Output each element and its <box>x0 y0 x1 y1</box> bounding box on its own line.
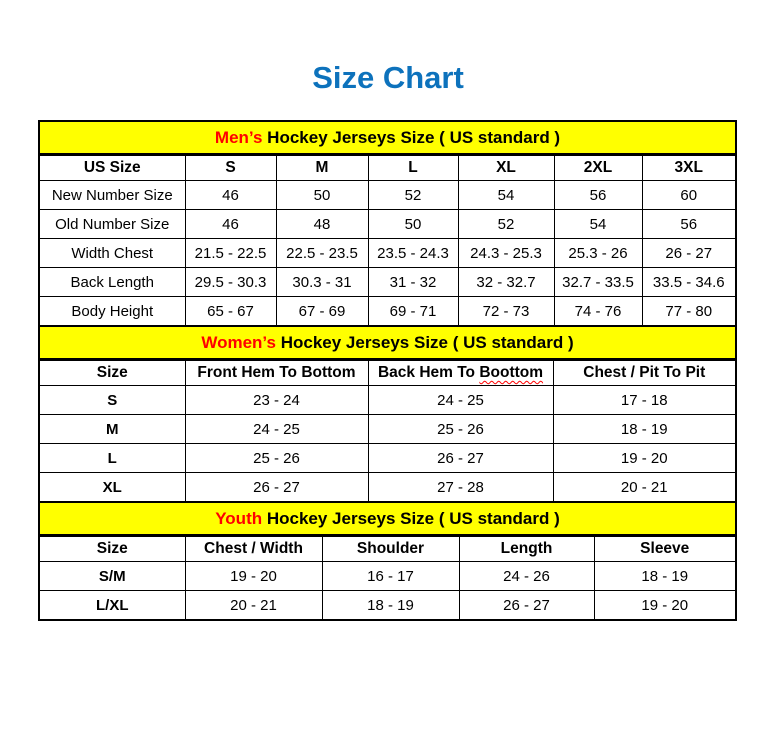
column-header-cell: L <box>368 156 458 181</box>
value-cell: 25 - 26 <box>368 415 553 444</box>
value-cell: 72 - 73 <box>458 297 554 326</box>
value-cell: 18 - 19 <box>594 562 735 591</box>
value-cell: 67 - 69 <box>276 297 368 326</box>
value-cell: 24 - 25 <box>368 386 553 415</box>
value-cell: 26 - 27 <box>368 444 553 473</box>
value-cell: 23 - 24 <box>185 386 368 415</box>
value-cell: 50 <box>368 210 458 239</box>
youth-size-table <box>40 536 735 619</box>
data-row <box>40 562 735 591</box>
womens-banner-highlight: Women’s <box>201 333 276 352</box>
value-cell: 33.5 - 34.6 <box>642 268 735 297</box>
value-cell: 30.3 - 31 <box>276 268 368 297</box>
value-cell: 19 - 20 <box>594 591 735 620</box>
column-header-cell: Chest / Width <box>185 537 322 562</box>
value-cell: 20 - 21 <box>553 473 735 502</box>
value-cell: 50 <box>276 181 368 210</box>
data-row <box>40 386 735 415</box>
value-cell: 18 - 19 <box>322 591 459 620</box>
value-cell: 32 - 32.7 <box>458 268 554 297</box>
value-cell: 56 <box>642 210 735 239</box>
data-row <box>40 210 735 239</box>
value-cell: 32.7 - 33.5 <box>554 268 642 297</box>
column-header-cell: US Size <box>40 156 185 181</box>
data-row <box>40 181 735 210</box>
row-label-cell: L/XL <box>40 591 185 620</box>
value-cell: 60 <box>642 181 735 210</box>
column-header-cell: 2XL <box>554 156 642 181</box>
youth-banner <box>40 501 735 536</box>
value-cell: 46 <box>185 210 276 239</box>
column-header-cell: Front Hem To Bottom <box>185 361 368 386</box>
youth-banner-rest: Hockey Jerseys Size ( US standard ) <box>262 509 560 528</box>
column-header-cell: Sleeve <box>594 537 735 562</box>
value-cell: 22.5 - 23.5 <box>276 239 368 268</box>
value-cell: 26 - 27 <box>642 239 735 268</box>
value-cell: 25.3 - 26 <box>554 239 642 268</box>
value-cell: 27 - 28 <box>368 473 553 502</box>
header-row <box>40 361 735 386</box>
youth-section <box>40 501 735 619</box>
value-cell: 77 - 80 <box>642 297 735 326</box>
header-row <box>40 537 735 562</box>
misspelled-word: Boottom <box>479 364 544 381</box>
value-cell: 25 - 26 <box>185 444 368 473</box>
womens-banner <box>40 325 735 360</box>
mens-banner-rest: Hockey Jerseys Size ( US standard ) <box>262 128 561 147</box>
value-cell: 29.5 - 30.3 <box>185 268 276 297</box>
row-label-cell: S/M <box>40 562 185 591</box>
row-label-cell: Old Number Size <box>40 210 185 239</box>
page-title: Size Chart <box>312 60 464 95</box>
data-row <box>40 591 735 620</box>
column-header-cell: 3XL <box>642 156 735 181</box>
value-cell: 16 - 17 <box>322 562 459 591</box>
header-row <box>40 156 735 181</box>
value-cell: 17 - 18 <box>553 386 735 415</box>
value-cell: 20 - 21 <box>185 591 322 620</box>
column-header-cell: Length <box>459 537 594 562</box>
value-cell: 26 - 27 <box>459 591 594 620</box>
value-cell: 19 - 20 <box>185 562 322 591</box>
row-label-cell: S <box>40 386 185 415</box>
value-cell: 54 <box>554 210 642 239</box>
value-cell: 48 <box>276 210 368 239</box>
mens-size-table <box>40 155 735 325</box>
data-row <box>40 297 735 326</box>
value-cell: 69 - 71 <box>368 297 458 326</box>
column-header-cell: Shoulder <box>322 537 459 562</box>
value-cell: 31 - 32 <box>368 268 458 297</box>
value-cell: 52 <box>368 181 458 210</box>
value-cell: 46 <box>185 181 276 210</box>
row-label-cell: Body Height <box>40 297 185 326</box>
value-cell: 21.5 - 22.5 <box>185 239 276 268</box>
data-row <box>40 415 735 444</box>
column-header-cell: Back Hem To Boottom <box>368 361 553 386</box>
mens-section <box>40 122 735 325</box>
value-cell: 24.3 - 25.3 <box>458 239 554 268</box>
value-cell: 54 <box>458 181 554 210</box>
column-header-cell: S <box>185 156 276 181</box>
womens-banner-rest: Hockey Jerseys Size ( US standard ) <box>275 333 574 352</box>
size-chart <box>38 120 737 621</box>
value-cell: 24 - 25 <box>185 415 368 444</box>
row-label-cell: XL <box>40 473 185 502</box>
data-row <box>40 444 735 473</box>
value-cell: 23.5 - 24.3 <box>368 239 458 268</box>
mens-banner-highlight: Men’s <box>214 128 263 147</box>
value-cell: 26 - 27 <box>185 473 368 502</box>
row-label-cell: M <box>40 415 185 444</box>
womens-size-table <box>40 360 735 501</box>
row-label-cell: New Number Size <box>40 181 185 210</box>
value-cell: 18 - 19 <box>553 415 735 444</box>
row-label-cell: L <box>40 444 185 473</box>
value-cell: 52 <box>458 210 554 239</box>
womens-section <box>40 325 735 501</box>
data-row <box>40 239 735 268</box>
value-cell: 19 - 20 <box>553 444 735 473</box>
column-header-cell: Chest / Pit To Pit <box>553 361 735 386</box>
row-label-cell: Back Length <box>40 268 185 297</box>
value-cell: 65 - 67 <box>185 297 276 326</box>
column-header-cell: Size <box>40 537 185 562</box>
row-label-cell: Width Chest <box>40 239 185 268</box>
column-header-cell: Size <box>40 361 185 386</box>
value-cell: 24 - 26 <box>459 562 594 591</box>
column-header-cell: M <box>276 156 368 181</box>
data-row <box>40 268 735 297</box>
data-row <box>40 473 735 502</box>
column-header-cell: XL <box>458 156 554 181</box>
youth-banner-highlight: Youth <box>215 509 263 528</box>
value-cell: 56 <box>554 181 642 210</box>
mens-banner <box>40 122 735 155</box>
value-cell: 74 - 76 <box>554 297 642 326</box>
